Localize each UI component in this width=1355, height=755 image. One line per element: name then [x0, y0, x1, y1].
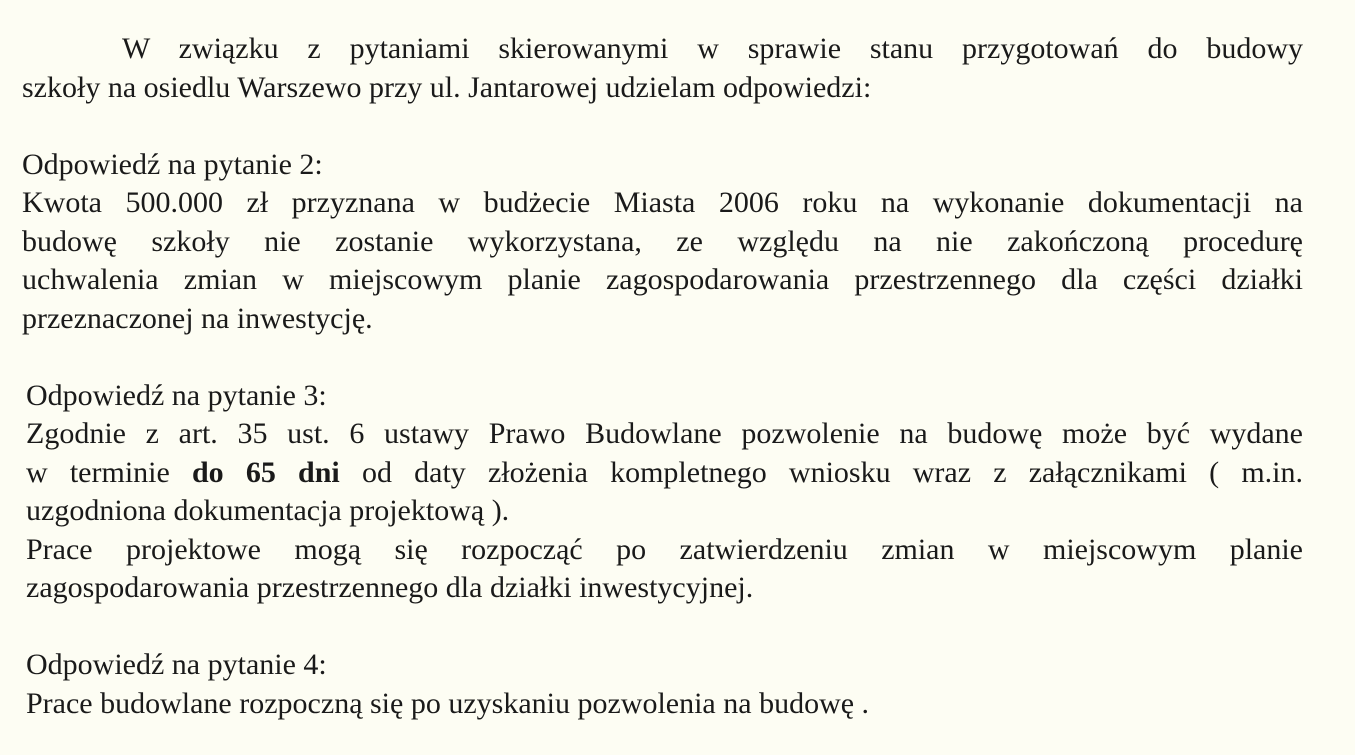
answer-3-line-2 — [26, 454, 1303, 493]
answer-3-line-2-pre: w terminie — [26, 455, 192, 489]
spacer — [22, 107, 1303, 146]
answer-3-heading: Odpowiedź na pytanie 3: — [26, 378, 327, 412]
intro-paragraph — [22, 30, 1303, 107]
answer-3-line-4: Prace projektowe mogą się rozpocząć po zatwierdzeniu zmian w miejscowym planie — [26, 532, 1303, 566]
deadline-bold: do 65 dni — [192, 455, 340, 489]
answer-2-section — [22, 146, 1303, 339]
answer-2-heading: Odpowiedź na pytanie 2: — [22, 147, 323, 181]
answer-3-section — [22, 377, 1303, 608]
answer-3-line-3: uzgodniona dokumentacja projektową ). — [26, 494, 510, 527]
answer-2-line-4: przeznaczonej na inwestycję. — [22, 301, 373, 335]
answer-2-line-3: uchwalenia zmian w miejscowym planie zagospodarowania przestrzennego dla części działki — [22, 263, 1303, 296]
answer-2-line-1: Kwota 500.000 zł przyznana w budżecie Miasta 2006 roku na wykonanie dokumentacji na — [22, 186, 1303, 219]
answer-4-heading: Odpowiedź na pytanie 4: — [26, 648, 327, 681]
spacer — [22, 608, 1303, 647]
answer-4-section — [22, 646, 1303, 723]
answer-4-line-1: Prace budowlane rozpoczną się po uzyskaniu pozwolenia na budowę . — [26, 686, 870, 720]
answer-3-line-1: Zgodnie z art. 35 ust. 6 ustawy Prawo Budowlane pozwolenie na budowę może być wydane — [26, 417, 1303, 450]
answer-3-line-5: zagospodarowania przestrzennego dla działki inwestycyjnej. — [26, 571, 754, 604]
spacer — [22, 338, 1303, 377]
intro-line-1: W związku z pytaniami skierowanymi w sprawie stanu przygotowań do budowy — [122, 32, 1303, 65]
answer-3-line-2-post: od daty złożenia kompletnego wniosku wraz z załącznikami ( m.in. — [339, 455, 1303, 489]
intro-line-2: szkoły na osiedlu Warszewo przy ul. Jantarowej udzielam odpowiedzi: — [22, 70, 872, 104]
answer-2-line-2: budowę szkoły nie zostanie wykorzystana, ze względu na nie zakończoną procedurę — [22, 224, 1303, 258]
